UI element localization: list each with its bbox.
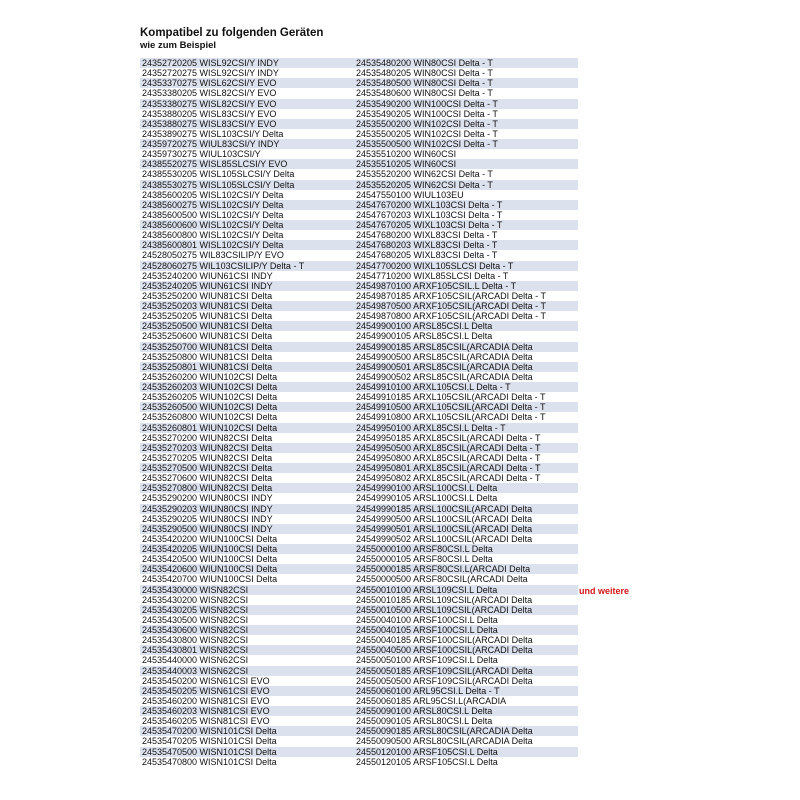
model-cell-left: 24535250600 WIUN81CSI Delta <box>142 331 273 342</box>
model-cell-left: 24385530205 WISL105SLCSI/Y Delta <box>142 169 295 180</box>
model-cell-left: 24535430000 WISN82CSI <box>142 584 249 595</box>
model-cell-right: 24550040105 ARSF100CSI.L Delta <box>356 625 498 635</box>
model-cell-right: 24549950500 ARXL85CSIL(ARCADI Delta - T <box>356 442 541 453</box>
table-row <box>140 757 578 767</box>
table-row <box>140 180 578 190</box>
table-row <box>140 412 578 422</box>
model-cell-right: 24550000100 ARSF80CSI.L Delta <box>356 544 493 554</box>
table-row <box>140 331 578 341</box>
model-cell-left: 24535250203 WIUN81CSI Delta <box>142 301 273 311</box>
model-cell-left: 24535430500 WISN82CSI <box>142 614 249 625</box>
table-row <box>140 686 578 696</box>
model-cell-right: 24550040500 ARSF100CSIL(ARCADI Delta <box>356 645 533 656</box>
model-cell-left: 24535440003 WISN62CSI <box>142 665 249 676</box>
model-cell-right: 24550060185 ARL95CSI.L(ARCADIA <box>356 695 507 706</box>
model-cell-left: 24353370275 WISL62CSI/Y EVO <box>142 78 277 89</box>
model-cell-left: 24535260203 WIUN102CSI Delta <box>142 382 278 392</box>
model-cell-right: 24549870100 ARXF105CSIL.L Delta - T <box>356 280 517 291</box>
model-cell-right: 24547680205 WIXL83CSI Delta - T <box>356 250 498 261</box>
model-cell-left: 24535450205 WISN61CSI EVO <box>142 685 270 696</box>
model-cell-right: 24535480205 WIN80CSI Delta - T <box>356 68 493 79</box>
model-cell-left: 24535250200 WIUN81CSI Delta <box>142 290 273 301</box>
model-cell-left: 24353380205 WISL82CSI/Y EVO <box>142 88 277 99</box>
table-row <box>140 504 578 514</box>
table-row <box>140 281 578 291</box>
table-row <box>140 311 578 321</box>
model-cell-left: 24353880275 WISL83CSI/Y EVO <box>142 118 277 129</box>
model-cell-right: 24549950185 ARXL85CSIL(ARCADI Delta - T <box>356 432 541 443</box>
model-cell-right: 24535500200 WIN102CSI Delta - T <box>356 118 498 129</box>
model-cell-right: 24550010100 ARSL109CSI.L Delta <box>356 584 498 595</box>
model-cell-left: 24535270600 WIUN82CSI Delta <box>142 473 273 484</box>
model-cell-left: 24535470500 WISN101CSI Delta <box>142 746 277 757</box>
table-row <box>140 544 578 554</box>
table-row <box>140 696 578 706</box>
model-cell-left: 24353890275 WISL103CSI/Y Delta <box>142 128 284 139</box>
model-cell-left: 24385600205 WISL102CSI/Y Delta <box>142 189 284 200</box>
model-cell-left: 24385600801 WISL102CSI/Y Delta <box>142 240 284 251</box>
model-cell-left: 24353380275 WISL82CSI/Y EVO <box>142 98 277 109</box>
model-cell-right: 24550000185 ARSF80CSI.L(ARCADI Delta <box>356 564 531 575</box>
model-cell-right: 24547670200 WIXL103CSI Delta - T <box>356 199 503 210</box>
model-table <box>140 58 578 767</box>
table-row <box>140 726 578 736</box>
table-row <box>140 149 578 159</box>
table-row <box>140 230 578 240</box>
table-row <box>140 635 578 645</box>
table-row <box>140 564 578 574</box>
model-cell-left: 24535290200 WIUN80CSI INDY <box>142 493 273 504</box>
table-row <box>140 372 578 382</box>
table-row <box>140 463 578 473</box>
model-cell-right: 24550120100 ARSF105CSI.L Delta <box>356 746 498 757</box>
table-row <box>140 321 578 331</box>
model-cell-left: 24535240200 WIUN61CSI INDY <box>142 270 273 281</box>
table-row <box>140 68 578 78</box>
model-cell-left: 24535430800 WISN82CSI <box>142 635 249 646</box>
model-cell-right: 24550090185 ARSL80CSIL(ARCADIA Delta <box>356 726 533 737</box>
table-row <box>140 433 578 443</box>
model-cell-right: 24550090100 ARSL80CSI.L Delta <box>356 706 493 716</box>
model-cell-left: 24535260800 WIUN102CSI Delta <box>142 412 278 423</box>
model-cell-left: 24353880205 WISL83CSI/Y EVO <box>142 108 277 119</box>
model-cell-right: 24549870185 ARXF105CSIL(ARCADI Delta - T <box>356 290 546 301</box>
model-cell-left: 24535450200 WISN61CSI EVO <box>142 675 270 686</box>
model-cell-right: 24549950802 ARXL85CSIL(ARCADI Delta - T <box>356 473 541 484</box>
table-row <box>140 169 578 179</box>
document-title: Kompatibel zu folgenden Geräten <box>140 27 324 39</box>
model-cell-left: 24535290205 WIUN80CSI INDY <box>142 513 273 524</box>
model-cell-left: 24535460205 WISN81CSI EVO <box>142 716 270 727</box>
model-cell-left: 24535440000 WISN62CSI <box>142 655 249 666</box>
table-row <box>140 736 578 746</box>
model-cell-left: 24385600275 WISL102CSI/Y Delta <box>142 199 284 210</box>
table-row <box>140 220 578 230</box>
table-row <box>140 159 578 169</box>
model-cell-left: 24535250500 WIUN81CSI Delta <box>142 321 273 332</box>
table-row <box>140 301 578 311</box>
table-row <box>140 423 578 433</box>
model-cell-left: 24385600600 WISL102CSI/Y Delta <box>142 220 284 230</box>
model-cell-left: 24535470200 WISN101CSI Delta <box>142 726 277 737</box>
model-cell-right: 24535490200 WIN100CSI Delta - T <box>356 98 498 109</box>
model-cell-left: 24535270500 WIUN82CSI Delta <box>142 463 273 473</box>
model-cell-right: 24535480600 WIN80CSI Delta - T <box>356 88 493 99</box>
model-cell-right: 24547680203 WIXL83CSI Delta - T <box>356 240 498 251</box>
model-cell-right: 24550050100 ARSF109CSI.L Delta <box>356 655 498 666</box>
model-cell-right: 24549910185 ARXL105CSIL(ARCADI Delta - T <box>356 392 546 403</box>
model-cell-right: 24535490205 WIN100CSI Delta - T <box>356 108 498 119</box>
table-row <box>140 392 578 402</box>
model-cell-right: 24550090105 ARSL80CSI.L Delta <box>356 716 493 727</box>
table-row <box>140 493 578 503</box>
model-cell-right: 24550120105 ARSF105CSI.L Delta <box>356 756 498 767</box>
model-cell-right: 24549900185 ARSL85CSIL(ARCADIA Delta <box>356 341 533 352</box>
model-cell-right: 24550010185 ARSL109CSIL(ARCADI Delta <box>356 594 533 605</box>
model-cell-left: 24385600500 WISL102CSI/Y Delta <box>142 209 284 220</box>
model-cell-right: 24547670203 WIXL103CSI Delta - T <box>356 209 503 220</box>
table-row <box>140 291 578 301</box>
model-cell-left: 24352720205 WISL92CSI/Y INDY <box>142 58 279 68</box>
model-cell-right: 24549900105 ARSL85CSI.L Delta <box>356 331 493 342</box>
model-cell-right: 24550000500 ARSF80CSIL(ARCADI Delta <box>356 574 528 585</box>
table-row <box>140 271 578 281</box>
table-row <box>140 585 578 595</box>
model-cell-left: 24535420200 WIUN100CSI Delta <box>142 533 278 544</box>
model-cell-right: 24547680200 WIXL83CSI Delta - T <box>356 230 498 241</box>
model-cell-left: 24535430200 WISN82CSI <box>142 594 249 605</box>
model-cell-right: 24549990501 ARSL100CSIL(ARCADI Delta <box>356 523 533 534</box>
table-row <box>140 200 578 210</box>
table-row <box>140 473 578 483</box>
table-row <box>140 139 578 149</box>
table-row <box>140 625 578 635</box>
model-cell-right: 24549950800 ARXL85CSIL(ARCADI Delta - T <box>356 452 541 463</box>
model-cell-right: 24549990502 ARSL100CSIL(ARCADI Delta <box>356 533 533 544</box>
model-cell-right: 24535520205 WIN62CSI Delta - T <box>356 179 493 190</box>
model-cell-right: 24547700200 WIXL105SLCSI Delta - T <box>356 260 514 271</box>
model-cell-right: 24547550100 WIUL103EU <box>356 189 464 200</box>
more-note: und weitere <box>579 586 630 596</box>
model-cell-left: 24535430205 WISN82CSI <box>142 604 249 615</box>
model-cell-left: 24535240205 WIUN61CSI INDY <box>142 280 273 291</box>
table-row <box>140 443 578 453</box>
model-cell-right: 24549900501 ARSL85CSIL(ARCADIA Delta <box>356 361 533 372</box>
model-cell-right: 24550040185 ARSF100CSIL(ARCADI Delta <box>356 635 533 646</box>
model-cell-right: 24549950801 ARXL85CSIL(ARCADI Delta - T <box>356 463 541 473</box>
model-cell-right: 24549910500 ARXL105CSIL(ARCADI Delta - T <box>356 402 546 413</box>
model-cell-right: 24549900502 ARSL85CSIL(ARCADIA Delta <box>356 371 533 382</box>
model-cell-right: 24535510205 WIN60CSI <box>356 159 457 170</box>
model-cell-left: 24535430801 WISN82CSI <box>142 645 249 656</box>
model-cell-right: 24535500500 WIN102CSI Delta - T <box>356 139 498 149</box>
table-row <box>140 676 578 686</box>
model-cell-left: 24535260801 WIUN102CSI Delta <box>142 422 278 433</box>
table-row <box>140 554 578 564</box>
model-cell-right: 24549910800 ARXL105CSIL(ARCADI Delta - T <box>356 412 546 423</box>
model-cell-right: 24549950100 ARXL85CSI.L Delta - T <box>356 422 506 433</box>
model-cell-left: 24535460200 WISN81CSI EVO <box>142 695 270 706</box>
model-cell-left: 24385600800 WISL102CSI/Y Delta <box>142 230 284 241</box>
table-row <box>140 240 578 250</box>
table-row <box>140 210 578 220</box>
model-cell-left: 24535420500 WIUN100CSI Delta <box>142 554 278 565</box>
model-cell-left: 24535470800 WISN101CSI Delta <box>142 756 277 767</box>
table-row <box>140 605 578 615</box>
table-row <box>140 88 578 98</box>
model-cell-right: 24549870800 ARXF105CSIL(ARCADI Delta - T <box>356 311 546 322</box>
model-cell-left: 24385520275 WISL85SLCSI/Y EVO <box>142 159 288 170</box>
model-cell-right: 24549990100 ARSL100CSI.L Delta <box>356 483 498 494</box>
table-row <box>140 129 578 139</box>
model-cell-left: 24385530275 WISL105SLCSI/Y Delta <box>142 179 295 190</box>
model-cell-right: 24535480500 WIN80CSI Delta - T <box>356 78 493 89</box>
model-cell-left: 24352720275 WISL92CSI/Y INDY <box>142 68 279 79</box>
table-row <box>140 574 578 584</box>
model-cell-left: 24535430600 WISN82CSI <box>142 625 249 635</box>
table-row <box>140 655 578 665</box>
model-cell-left: 24535270203 WIUN82CSI Delta <box>142 442 273 453</box>
model-cell-right: 24550040100 ARSF100CSI.L Delta <box>356 614 498 625</box>
table-row <box>140 402 578 412</box>
table-row <box>140 119 578 129</box>
model-cell-left: 24535420700 WIUN100CSI Delta <box>142 574 278 585</box>
model-cell-left: 24535270200 WIUN82CSI Delta <box>142 432 273 443</box>
model-cell-right: 24535500205 WIN102CSI Delta - T <box>356 128 498 139</box>
model-cell-right: 24535510200 WIN60CSI <box>356 149 457 160</box>
model-cell-right: 24550000105 ARSF80CSI.L Delta <box>356 554 493 565</box>
model-cell-left: 24359730275 WIUL103CSI/Y <box>142 149 261 160</box>
table-row <box>140 453 578 463</box>
document-header <box>140 26 323 52</box>
table-row <box>140 261 578 271</box>
table-row <box>140 99 578 109</box>
table-row <box>140 109 578 119</box>
model-cell-left: 24535420205 WIUN100CSI Delta <box>142 544 278 554</box>
model-cell-left: 24535470205 WISN101CSI Delta <box>142 736 277 747</box>
model-cell-right: 24550050185 ARSF109CSIL(ARCADI Delta <box>356 665 533 676</box>
table-row <box>140 342 578 352</box>
table-row <box>140 615 578 625</box>
model-cell-left: 24359720275 WIUL83CSI/Y INDY <box>142 139 280 149</box>
model-cell-right: 24547710200 WIXL85SLCSI Delta - T <box>356 270 509 281</box>
model-cell-right: 24550010500 ARSL109CSIL(ARCADI Delta <box>356 604 533 615</box>
table-row <box>140 747 578 757</box>
model-cell-right: 24535520200 WIN62CSI Delta - T <box>356 169 493 180</box>
table-row <box>140 645 578 655</box>
model-cell-right: 24549990105 ARSL100CSI.L Delta <box>356 493 498 504</box>
model-cell-right: 24549900100 ARSL85CSI.L Delta <box>356 321 493 332</box>
model-cell-left: 24535420600 WIUN100CSI Delta <box>142 564 278 575</box>
model-cell-left: 24535290500 WIUN80CSI INDY <box>142 523 273 534</box>
table-row <box>140 666 578 676</box>
model-cell-left: 24535290203 WIUN80CSI INDY <box>142 503 273 514</box>
model-cell-left: 24535270205 WIUN82CSI Delta <box>142 452 273 463</box>
model-cell-right: 24550090500 ARSL80CSIL(ARCADIA Delta <box>356 736 533 747</box>
model-cell-right: 24550050500 ARSF109CSIL(ARCADI Delta <box>356 675 533 686</box>
table-row <box>140 362 578 372</box>
table-row <box>140 483 578 493</box>
model-cell-right: 24547670205 WIXL103CSI Delta - T <box>356 220 503 230</box>
model-cell-right: 24549990500 ARSL100CSIL(ARCADI Delta <box>356 513 533 524</box>
table-row <box>140 250 578 260</box>
model-cell-right: 24549910100 ARXL105CSI.L Delta - T <box>356 382 511 392</box>
table-row <box>140 514 578 524</box>
table-row <box>140 382 578 392</box>
table-row <box>140 58 578 68</box>
model-cell-left: 24528060275 WIL103CSILIP/Y Delta - T <box>142 260 305 271</box>
table-row <box>140 534 578 544</box>
model-cell-left: 24535260500 WIUN102CSI Delta <box>142 402 278 413</box>
table-row <box>140 706 578 716</box>
model-cell-left: 24528050275 WIL83CSILIP/Y EVO <box>142 250 284 261</box>
table-row <box>140 78 578 88</box>
model-cell-left: 24535250800 WIUN81CSI Delta <box>142 351 273 362</box>
model-cell-right: 24549870500 ARXF105CSIL(ARCADI Delta - T <box>356 301 546 311</box>
table-row <box>140 524 578 534</box>
model-cell-right: 24550060100 ARL95CSI.L Delta - T <box>356 685 500 696</box>
table-row <box>140 716 578 726</box>
model-cell-left: 24535250205 WIUN81CSI Delta <box>142 311 273 322</box>
model-cell-right: 24549900500 ARSL85CSIL(ARCADIA Delta <box>356 351 533 362</box>
model-cell-right: 24549990185 ARSL100CSIL(ARCADI Delta <box>356 503 533 514</box>
model-cell-left: 24535250801 WIUN81CSI Delta <box>142 361 273 372</box>
model-cell-left: 24535460203 WISN81CSI EVO <box>142 706 270 716</box>
table-row <box>140 352 578 362</box>
document-subtitle: wie zum Beispiel <box>140 40 217 51</box>
model-cell-left: 24535270800 WIUN82CSI Delta <box>142 483 273 494</box>
table-row <box>140 190 578 200</box>
model-cell-left: 24535260200 WIUN102CSI Delta <box>142 371 278 382</box>
table-row <box>140 595 578 605</box>
model-cell-left: 24535250700 WIUN81CSI Delta <box>142 341 273 352</box>
model-cell-left: 24535260205 WIUN102CSI Delta <box>142 392 278 403</box>
model-cell-right: 24535480200 WIN80CSI Delta - T <box>356 58 493 68</box>
